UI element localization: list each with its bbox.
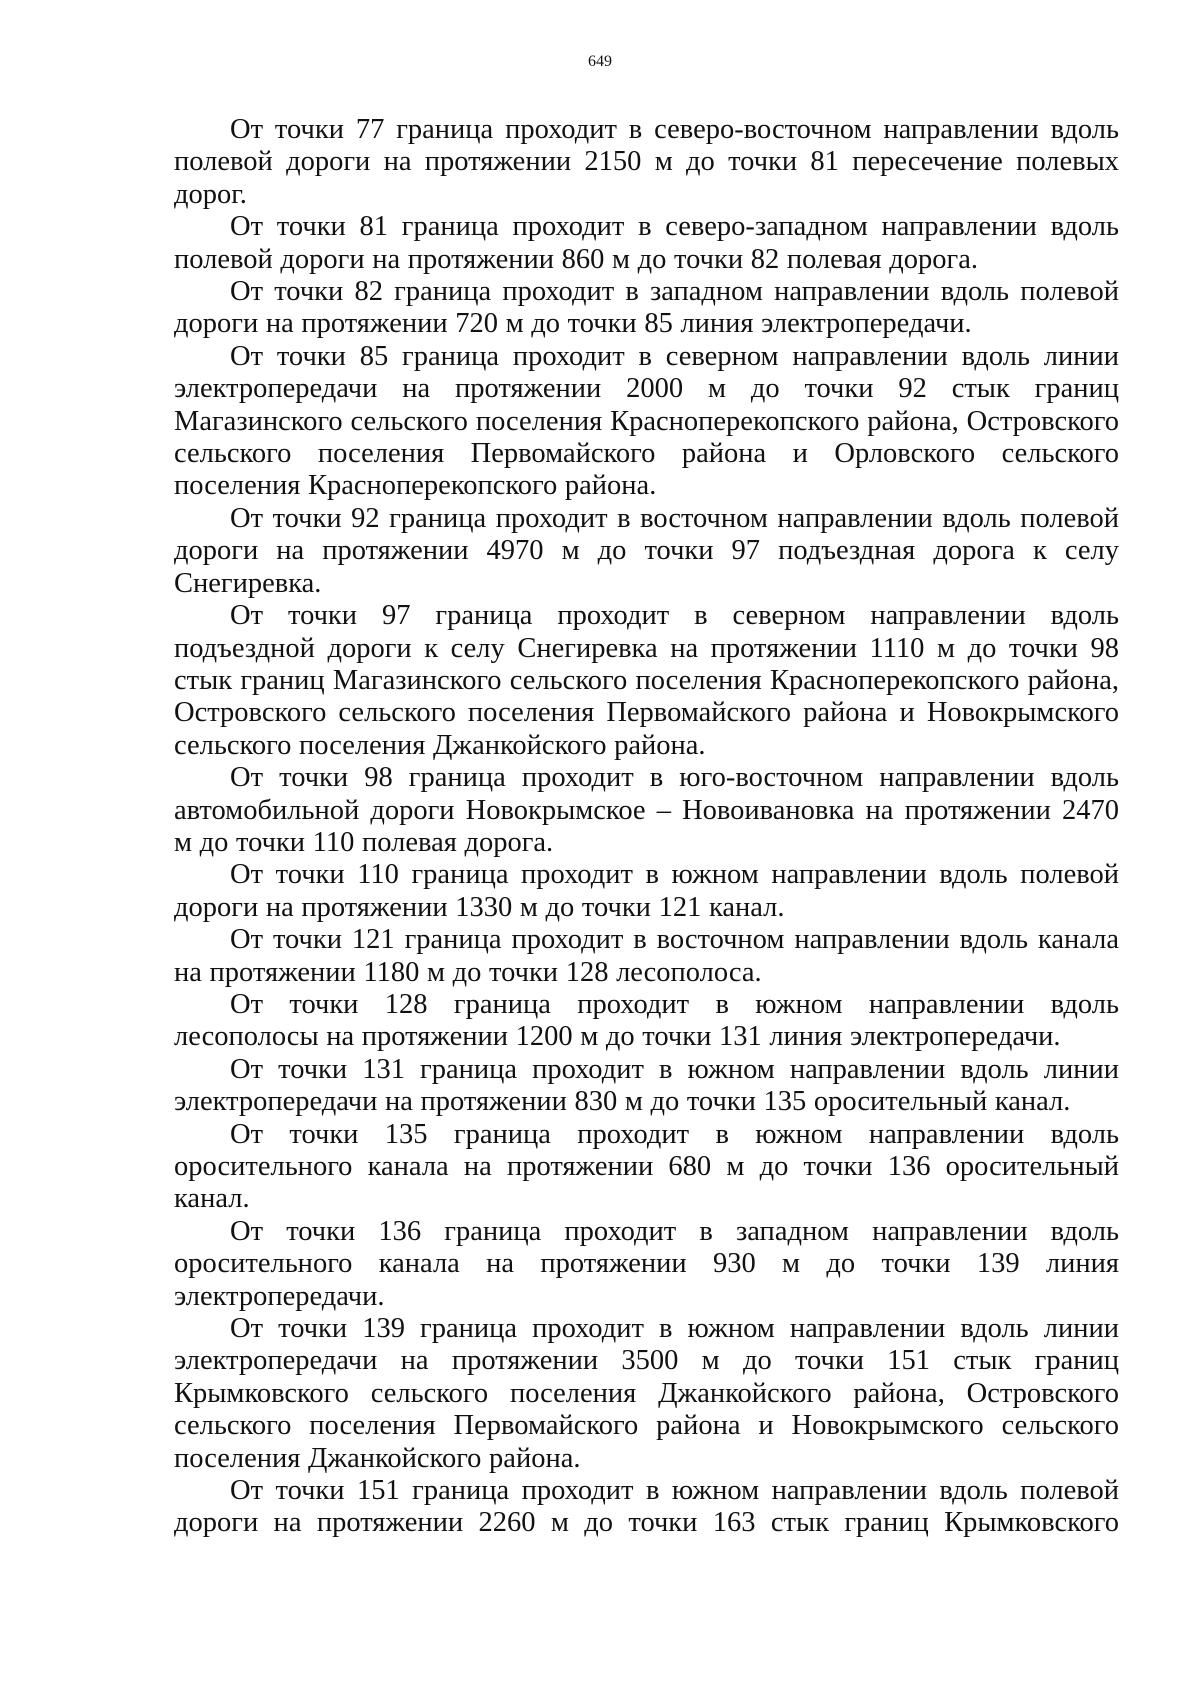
paragraph-point-85: От точки 85 граница проходит в северном направлении вдоль линии электропередачи на протяжении 2000 м до точки 92 стык границ Магазинского сельского поселения Красноперекопского района, Островского сельского поселения Первомайского района и Орловского сельского поселения Красноперекопского района. — [174, 340, 1119, 502]
paragraph-point-139: От точки 139 граница проходит в южном направлении вдоль линии электропередачи на протяжении 3500 м до точки 151 стык границ Крымковского сельского поселения Джанкойского района, Островского сельского поселения Первомайского района и Новокрымского сельского поселения Джанкойского района. — [174, 1313, 1119, 1474]
paragraph-point-131: От точки 131 граница проходит в южном направлении вдоль линии электропередачи на протяжении 830 м до точки 135 оросительный канал. — [174, 1053, 1119, 1118]
paragraph-point-82: От точки 82 граница проходит в западном направлении вдоль полевой дороги на протяжении 720 м до точки 85 линия электропередачи. — [174, 276, 1119, 340]
paragraph-point-92: От точки 92 граница проходит в восточном направлении вдоль полевой дороги на протяжении 4970 м до точки 97 подъездная дорога к селу Снегиревка. — [174, 502, 1119, 599]
paragraph-point-98: От точки 98 граница проходит в юго-восточном направлении вдоль автомобильной дороги Новокрымское – Новоивановка на протяжении 2470 м до точки 110 полевая дорога. — [174, 762, 1119, 858]
document-body — [174, 114, 1119, 1540]
paragraph-point-135: От точки 135 граница проходит в южном направлении вдоль оросительного канала на протяжении 680 м до точки 136 оросительный канал. — [174, 1118, 1119, 1215]
paragraph-point-136: От точки 136 граница проходит в западном направлении вдоль оросительного канала на протяжении 930 м до точки 139 линия электропередачи. — [174, 1215, 1119, 1312]
paragraph-point-128: От точки 128 граница проходит в южном направлении вдоль лесополосы на протяжении 1200 м до точки 131 линия электропередачи. — [174, 988, 1119, 1053]
paragraph-point-110: От точки 110 граница проходит в южном направлении вдоль полевой дороги на протяжении 1330 м до точки 121 канал. — [174, 859, 1119, 923]
paragraph-point-97: От точки 97 граница проходит в северном направлении вдоль подъездной дороги к селу Снегиревка на протяжении 1110 м до точки 98 стык границ Магазинского сельского поселения Красноперекопского района, Островского сельского поселения Первомайского района и Новокрымского сельского поселения Джанкойского района. — [174, 600, 1119, 761]
paragraph-point-121: От точки 121 граница проходит в восточном направлении вдоль канала на протяжении 1180 м до точки 128 лесополоса. — [174, 924, 1119, 988]
paragraph-point-81: От точки 81 граница проходит в северо-западном направлении вдоль полевой дороги на протяжении 860 м до точки 82 полевая дорога. — [174, 211, 1119, 275]
paragraph-point-151: От точки 151 граница проходит в южном направлении вдоль полевой дороги на протяжении 2260 м до точки 163 стык границ Крымковского — [174, 1475, 1119, 1539]
page-number: 649 — [588, 53, 612, 70]
paragraph-point-77: От точки 77 граница проходит в северо-восточном направлении вдоль полевой дороги на протяжении 2150 м до точки 81 пересечение полевых дорог. — [174, 114, 1119, 210]
